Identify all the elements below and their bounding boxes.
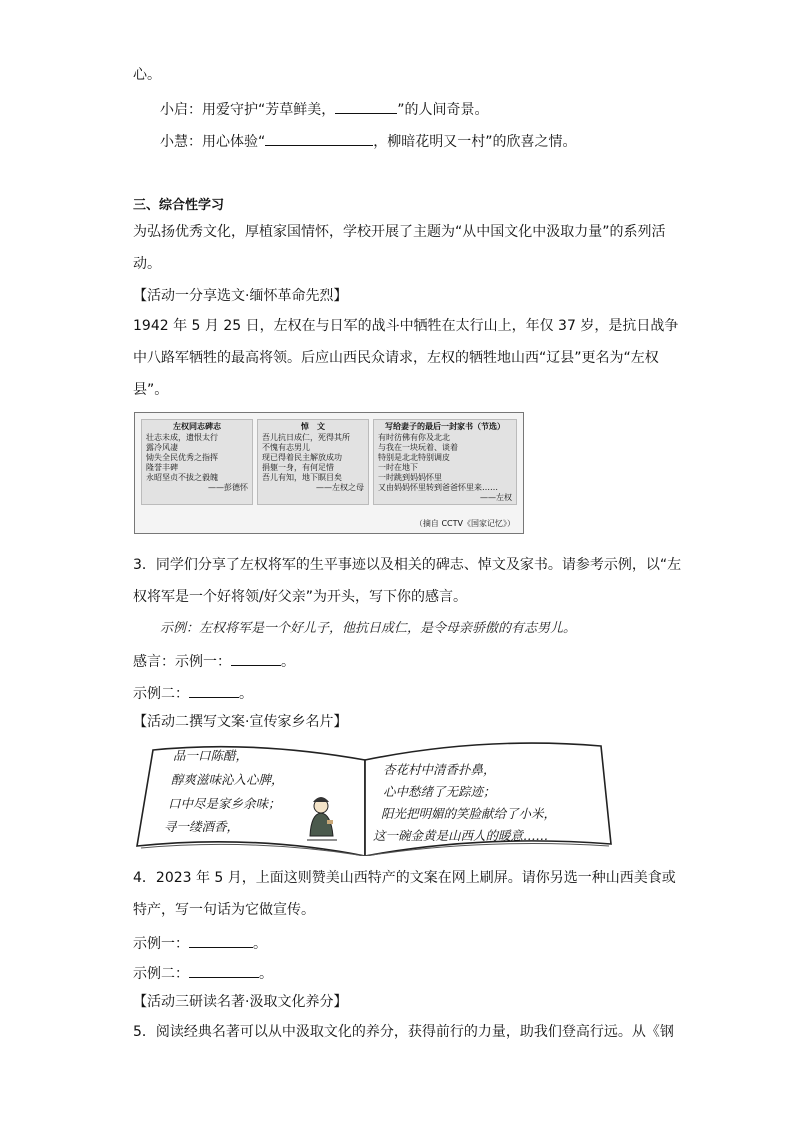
q3-answer-1-suffix: 。 [281,654,295,670]
panel-line: 一时跳到妈妈怀里 [378,473,442,482]
q3-answer-2-suffix: 。 [239,686,253,702]
q3-answer-line-1 [133,650,295,672]
poem-right-line: 阳光把明媚的笑脸献给了小米， [381,806,557,821]
q4-answer-1-suffix: 。 [253,936,267,952]
q4-line-2: 特产，写一句话为它做宣传。 [133,902,315,918]
q3-line-1: 3．同学们分享了左权将军的生平事迹以及相关的碑志、悼文及家书。请参考示例，以“左 [133,557,682,573]
activity1-para-line-2: 中八路军牺牲的最高将领。后应山西民众请求，左权的牺牲地山西“辽县”更名为“左权 [133,350,659,366]
text-fragment: 心。 [133,67,161,83]
xiaohui-answer-blank[interactable] [265,130,373,146]
q4-answer-line-1 [133,932,267,954]
activity2-title: 【活动二撰写文案·宣传家乡名片】 [133,714,348,730]
panel-line: 壮志未成，遗恨太行 [146,433,218,442]
q3-line-2: 权将军是一个好将领/好父亲”为开头，写下你的感言。 [133,589,467,605]
panel-line: 永昭坚贞不拔之毅魄 [146,473,218,482]
open-book-figure [133,738,615,856]
panel-line: 不愧有志男儿 [262,443,310,452]
panel-author: ——彭德怀 [208,483,248,492]
q4-answer-2-suffix: 。 [259,966,273,982]
activity1-title: 【活动一分享选文·缅怀革命先烈】 [133,288,348,304]
panel-line: 吾儿有知，地下瞑目矣 [262,473,342,482]
xiaoqi-line [160,98,489,120]
panel-title: 写给妻子的最后一封家书（节选） [385,422,505,431]
section-heading: 三、综合性学习 [133,198,225,213]
panel-line: 恸失全民优秀之指挥 [146,453,218,462]
eulogy-panel [257,419,369,505]
q3-answer-line-2 [133,682,253,704]
q4-line-1: 4．2023 年 5 月，上面这则赞美山西特产的文案在网上刷屏。请你另选一种山西美食或 [133,870,676,886]
xiaohui-prefix: 小慧：用心体验“ [160,134,266,150]
panel-line: 现已得着民主解放成功 [262,453,342,462]
panel-line: 与我在一块玩着、谈着 [378,443,458,452]
q4-answer-line-2 [133,962,273,984]
section-intro-line-2: 动。 [133,256,161,272]
panel-author: ——左权之母 [316,483,364,492]
q5-line-1: 5．阅读经典名著可以从中汲取文化的养分，获得前行的力量，助我们登高行远。从《钢 [133,1024,674,1040]
panel-line: 特别是北北特别调皮 [378,453,450,462]
panel-line: 露冷风凄 [146,443,178,452]
xiaohui-suffix: ，柳暗花明又一村”的欣喜之情。 [373,134,577,150]
panel-line: 隆誉丰碑 [146,463,178,472]
panel-line: 有时彷佛有你及北北 [378,433,450,442]
poem-left-line: 寻一缕酒香， [164,819,240,834]
activity1-para-line-3: 县”。 [133,382,169,398]
activity1-para-line-1: 1942 年 5 月 25 日，左权在与日军的战斗中牺牲在太行山上，年仅 37 岁，是抗日战争 [133,318,679,334]
panel-title: 悼 文 [301,422,325,431]
q4-answer-1-prefix: 示例一： [133,936,189,952]
poem-right-line: 这一碗金黄是山西人的暖意…… [373,828,549,843]
q3-answer-1-prefix: 感言：示例一： [133,654,231,670]
poem-left-line: 醇爽滋味沁入心脾， [171,772,284,787]
panel-author: ——左权 [480,493,512,502]
poem-right-line: 心中愁绪了无踪迹； [383,784,496,799]
panel-line: 一时在地下 [378,463,418,472]
family-letter-panel [373,419,517,505]
q4-answer-2-prefix: 示例二： [133,966,189,982]
panel-line: 吾儿抗日成仁，死得其所 [262,433,350,442]
epitaph-panel [141,419,253,505]
activity3-title: 【活动三研读名著·汲取文化养分】 [133,994,348,1010]
xiaoqi-answer-blank[interactable] [335,98,397,114]
panel-line: 又由妈妈怀里转到爸爸怀里来…… [378,483,498,492]
panel-title: 左权同志碑志 [173,422,221,431]
xiaohui-line [160,130,577,152]
poem-left-line: 口中尽是家乡余味； [168,796,281,811]
q3-example: 示例：左权将军是一个好儿子，他抗日成仁，是令母亲骄傲的有志男儿。 [160,621,577,636]
panel-line: 捐躯一身，有何足惜 [262,463,334,472]
poem-left-line: 品一口陈醋， [173,748,249,763]
xiaoqi-prefix: 小启：用爱守护“芳草鲜美， [160,102,336,118]
q3-answer-2-prefix: 示例二： [133,686,189,702]
memorial-texts-figure [134,412,524,534]
q3-answer-2-blank[interactable] [189,682,239,698]
section-intro-line-1: 为弘扬优秀文化，厚植家国情怀，学校开展了主题为“从中国文化中汲取力量”的系列活 [133,224,666,240]
poem-right-line: 杏花村中清香扑鼻， [383,762,496,777]
xiaoqi-suffix: ”的人间奇景。 [397,102,489,118]
q3-answer-1-blank[interactable] [231,650,281,666]
q4-answer-1-blank[interactable] [189,932,253,948]
figure-source-caption: （摘自 CCTV《国家记忆》） [414,519,515,528]
q4-answer-2-blank[interactable] [189,962,259,978]
